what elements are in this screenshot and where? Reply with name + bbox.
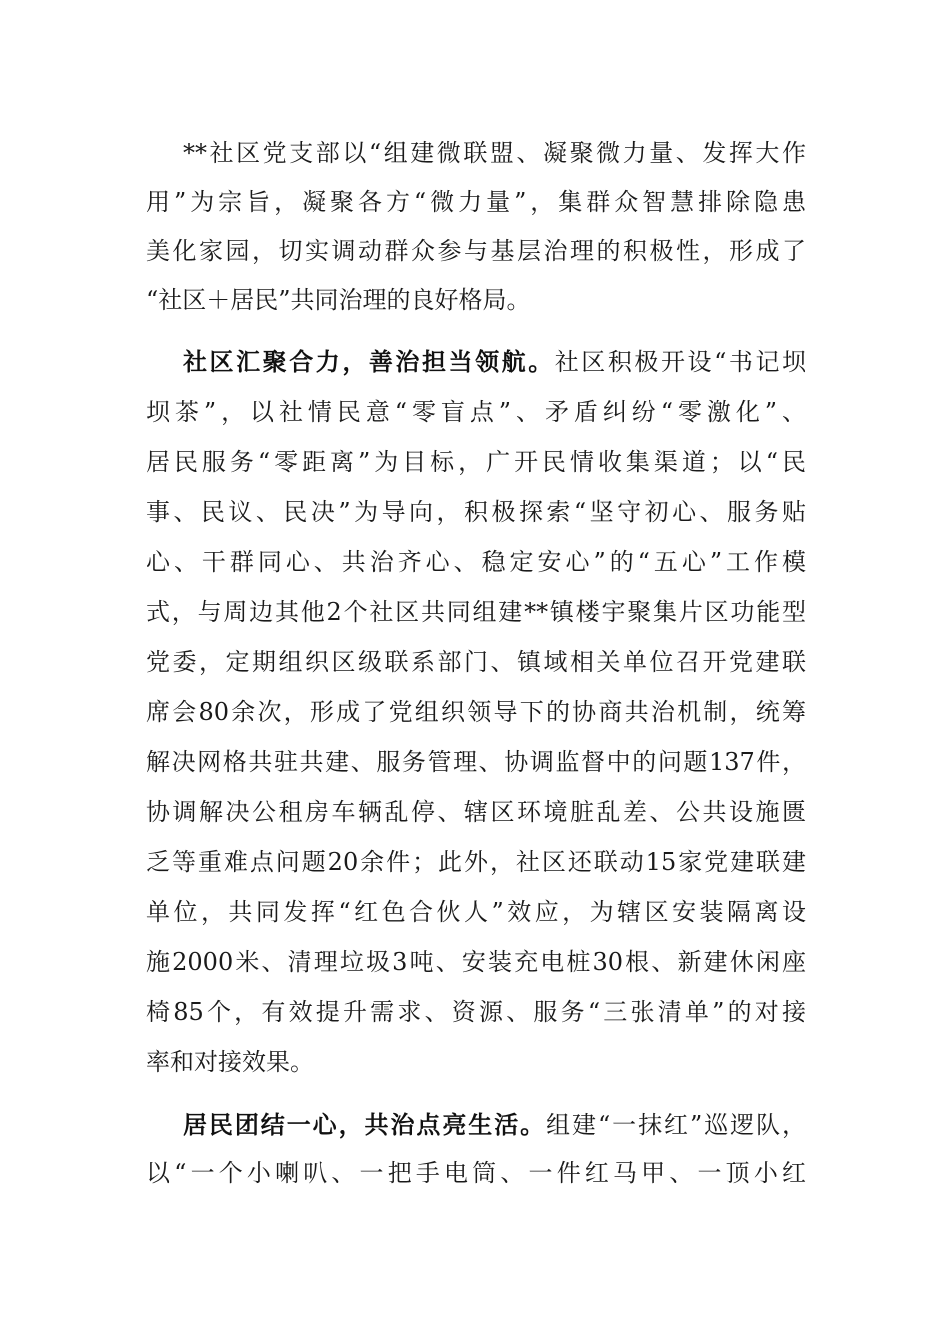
paragraph-2-line-6: 式，与周边其他2个社区共同组建**镇楼宇聚集片区功能型: [146, 598, 806, 626]
paragraph-3-lead-heading: 居民团结一心，共治点亮生活。: [183, 1111, 547, 1139]
paragraph-3-line-2: 以“一个小喇叭、一把手电筒、一件红马甲、一顶小红: [146, 1159, 806, 1187]
paragraph-2-line-4: 事、民议、民决”为导向，积极探索“坚守初心、服务贴: [146, 498, 806, 526]
paragraph-1-line-3: 美化家园，切实调动群众参与基层治理的积极性，形成了: [146, 237, 806, 265]
paragraph-2-line-9: 解决网格共驻共建、服务管理、协调监督中的问题137件，: [146, 748, 806, 776]
paragraph-2-line-2: 坝茶”，以社情民意“零盲点”、矛盾纠纷“零激化”、: [146, 398, 806, 426]
paragraph-2-line-10: 协调解决公租房车辆乱停、辖区环境脏乱差、公共设施匮: [146, 798, 806, 826]
paragraph-2-line-1-text: 社区积极开设“书记坝: [554, 348, 806, 376]
paragraph-2-line-15: 率和对接效果。: [146, 1048, 314, 1076]
paragraph-1-line-1: **社区党支部以“组建微联盟、凝聚微力量、发挥大作: [183, 139, 806, 167]
paragraph-2-line-8: 席会80余次，形成了党组织领导下的协商共治机制，统筹: [146, 698, 806, 726]
paragraph-2-line-7: 党委，定期组织区级联系部门、镇域相关单位召开党建联: [146, 648, 806, 676]
paragraph-2-line-13: 施2000米、清理垃圾3吨、安装充电桩30根、新建休闲座: [146, 948, 806, 976]
paragraph-2-line-5: 心、干群同心、共治齐心、稳定安心”的“五心”工作模: [146, 548, 806, 576]
paragraph-2-line-11: 乏等重难点问题20余件；此外，社区还联动15家党建联建: [146, 848, 806, 876]
paragraph-3-line-1-text: 组建“一抹红”巡逻队，: [546, 1111, 807, 1139]
paragraph-2-line-14: 椅85个，有效提升需求、资源、服务“三张清单”的对接: [146, 998, 806, 1026]
paragraph-2-line-3: 居民服务“零距离”为目标，广开民情收集渠道；以“民: [146, 448, 806, 476]
paragraph-2-line-12: 单位，共同发挥“红色合伙人”效应，为辖区安装隔离设: [146, 898, 806, 926]
paragraph-2-line-1: [183, 337, 806, 387]
paragraph-1-line-4: “社区＋居民”共同治理的良好格局。: [146, 286, 531, 314]
paragraph-1-line-2: 用”为宗旨，凝聚各方“微力量”，集群众智慧排除隐患: [146, 188, 806, 216]
paragraph-3-line-1: [183, 1100, 806, 1150]
paragraph-2-lead-heading: 社区汇聚合力，善治担当领航。: [183, 348, 555, 376]
